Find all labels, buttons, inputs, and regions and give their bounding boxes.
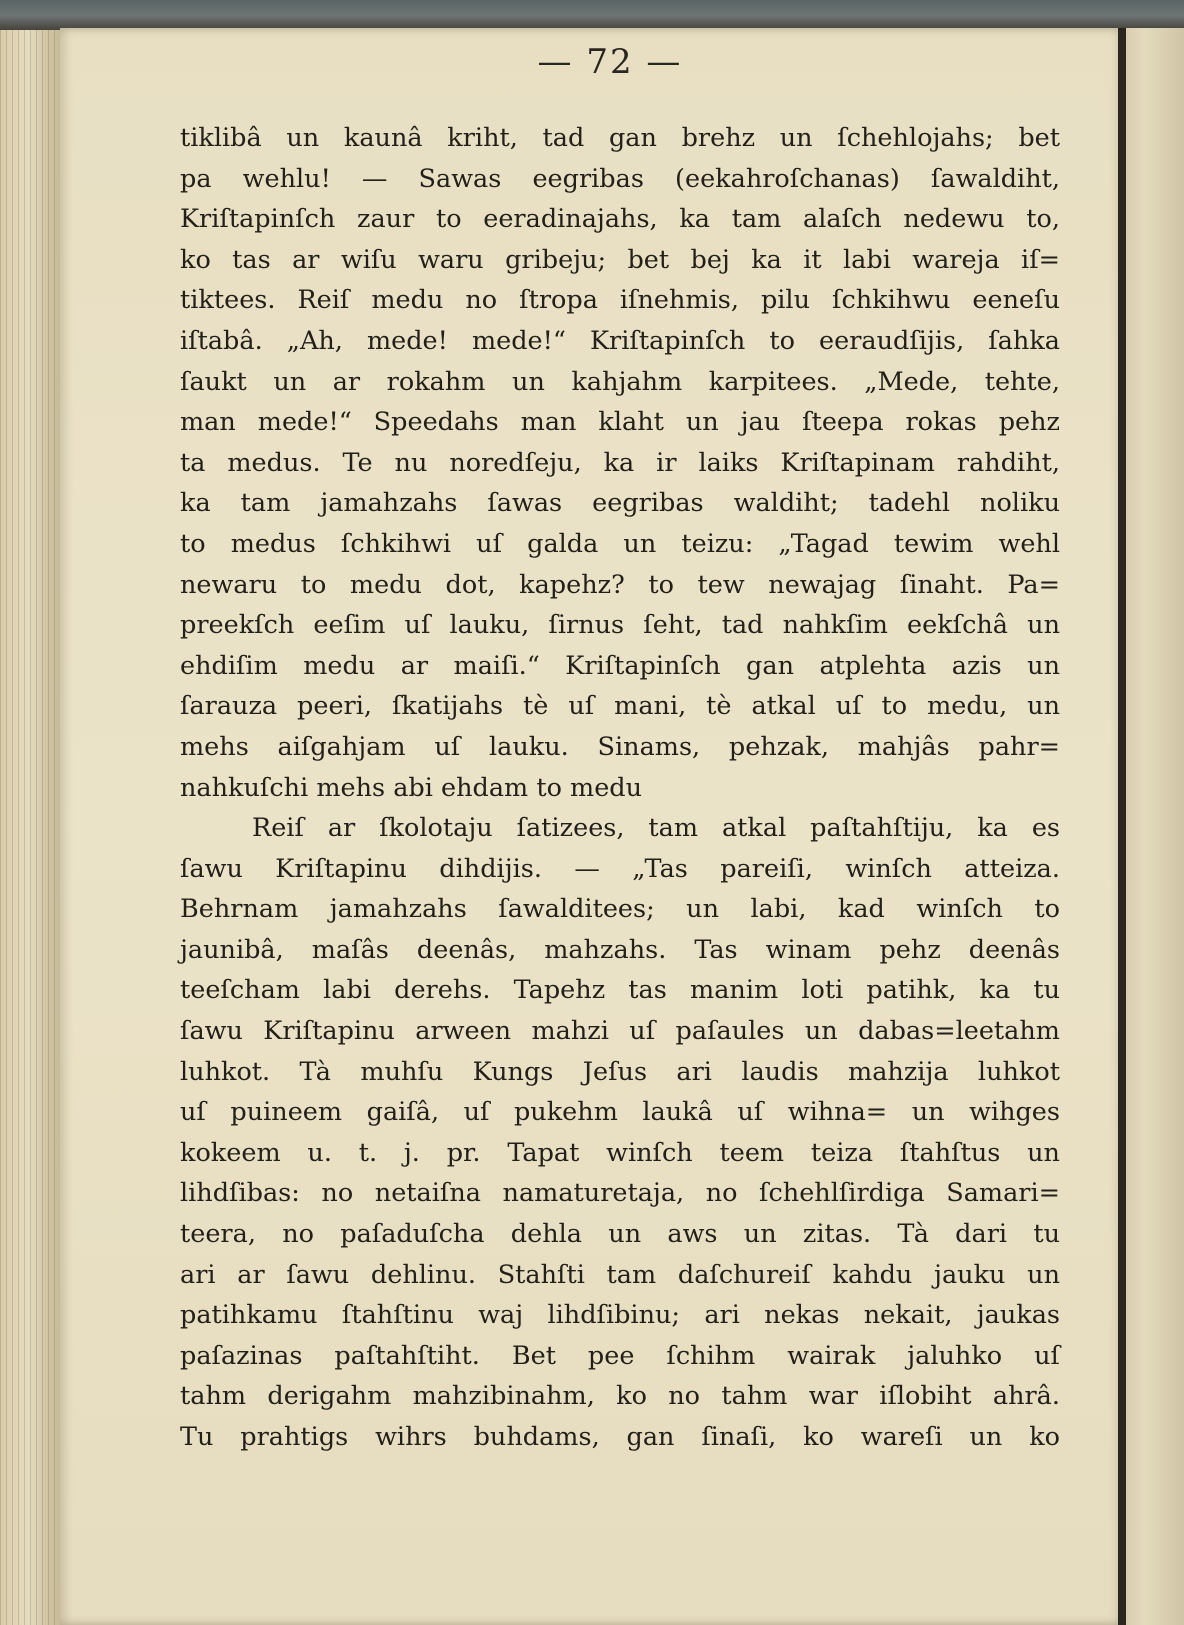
text-line: ſaukt un ar rokahm un kahjahm karpitees. „Mede, tehte, [180,366,1060,397]
text-line: uſ puineem gaiſâ, uſ pukehm laukâ uſ wihna= un wihges [180,1097,1060,1128]
text-line: Reiſ ar ſkolotaju ſatizees, tam atkal paſtahſtiju, ka es [252,813,1060,844]
text-line: patihkamu ſtahſtinu waj lihdſibinu; ari nekas nekait, jaukas [180,1300,1060,1331]
text-line: teera, no paſaduſcha dehla un aws un zitas. Tà dari tu [180,1219,1060,1250]
text-line: tiktees. Reiſ medu no ſtropa iſnehmis, pilu ſchkihwu eeneſu [180,285,1060,316]
text-line: teeſcham labi derehs. Tapehz tas manim loti patihk, ka tu [180,975,1060,1006]
text-line: ehdiſim medu ar maiſi.“ Kriſtapinſch gan atplehta azis un [180,650,1060,681]
text-line: ta medus. Te nu noredſeju, ka ir laiks Kriſtapinam rahdiht, [180,447,1060,478]
text-line: paſazinas paſtahſtiht. Bet pee ſchihm wairak jaluhko uſ [180,1340,1060,1371]
text-line: Behrnam jamahzahs ſawalditees; un labi, kad winſch to [180,894,1060,925]
text-line: Tu prahtigs wihrs buhdams, gan ſinaſi, ko wareſi un ko [180,1422,1060,1452]
text-line: jaunibâ, maſâs deenâs, mahzahs. Tas winam pehz deenâs [180,934,1060,965]
text-line: nahkuſchi mehs abi ehdam to medu [180,772,643,803]
text-line: ſarauza peeri, ſkatijahs tè uſ mani, tè atkal uſ to medu, un [180,691,1060,722]
text-line: lihdſibas: no netaiſna namaturetaja, no ſchehlſirdiga Samari= [180,1178,1060,1209]
text-line: pa wehlu! — Sawas eegribas (eekahroſchanas) ſawaldiht, [180,163,1060,194]
text-line: tiklibâ un kaunâ kriht, tad gan brehz un ſchehlojahs; bet [180,123,1060,153]
text-line: iſtabâ. „Ah, mede! mede!“ Kriſtapinſch to eeraudſijis, ſahka [180,325,1060,356]
text-line: Kriſtapinſch zaur to eeradinajahs, ka tam alaſch nedewu to, [180,204,1060,235]
page-number: — 72 — [537,42,683,82]
body-text [180,118,1060,1458]
text-line: ari ar ſawu dehlinu. Stahſti tam daſchureiſ kahdu jauku un [180,1259,1060,1290]
text-line: ſawu Kriſtapinu dihdijis. — „Tas pareiſi, winſch atteiza. [180,853,1060,884]
text-line: ſawu Kriſtapinu arween mahzi uſ paſaules un dabas=leetahm [180,1016,1060,1047]
text-line: kokeem u. t. j. pr. Tapat winſch teem teiza ſtahſtus un [180,1137,1060,1168]
text-line: man mede!“ Speedahs man klaht un jau ſteepa rokas pehz [180,407,1060,438]
right-page-edge [1118,28,1184,1625]
page-fold-shadow [1118,28,1126,1625]
text-line: tahm derigahm mahzibinahm, ko no tahm war iſlobiht ahrâ. [180,1381,1060,1412]
text-line: luhkot. Tà muhſu Kungs Jeſus ari laudis mahzija luhkot [180,1056,1060,1087]
text-line: ka tam jamahzahs ſawas eegribas waldiht; tadehl noliku [180,488,1060,519]
text-line: ko tas ar wiſu waru gribeju; bet bej ka it labi wareja iſ= [180,244,1060,275]
text-line: preekſch eeſim uſ lauku, ſirnus ſeht, tad nahkſim eekſchâ un [180,610,1060,641]
text-line: newaru to medu dot, kapehz? to tew newajag ſinaht. Pa= [180,569,1060,600]
text-line: to medus ſchkihwi uſ galda un teizu: „Tagad tewim wehl [180,528,1060,559]
text-line: mehs aiſgahjam uſ lauku. Sinams, pehzak, mahjâs pahr= [180,731,1060,762]
